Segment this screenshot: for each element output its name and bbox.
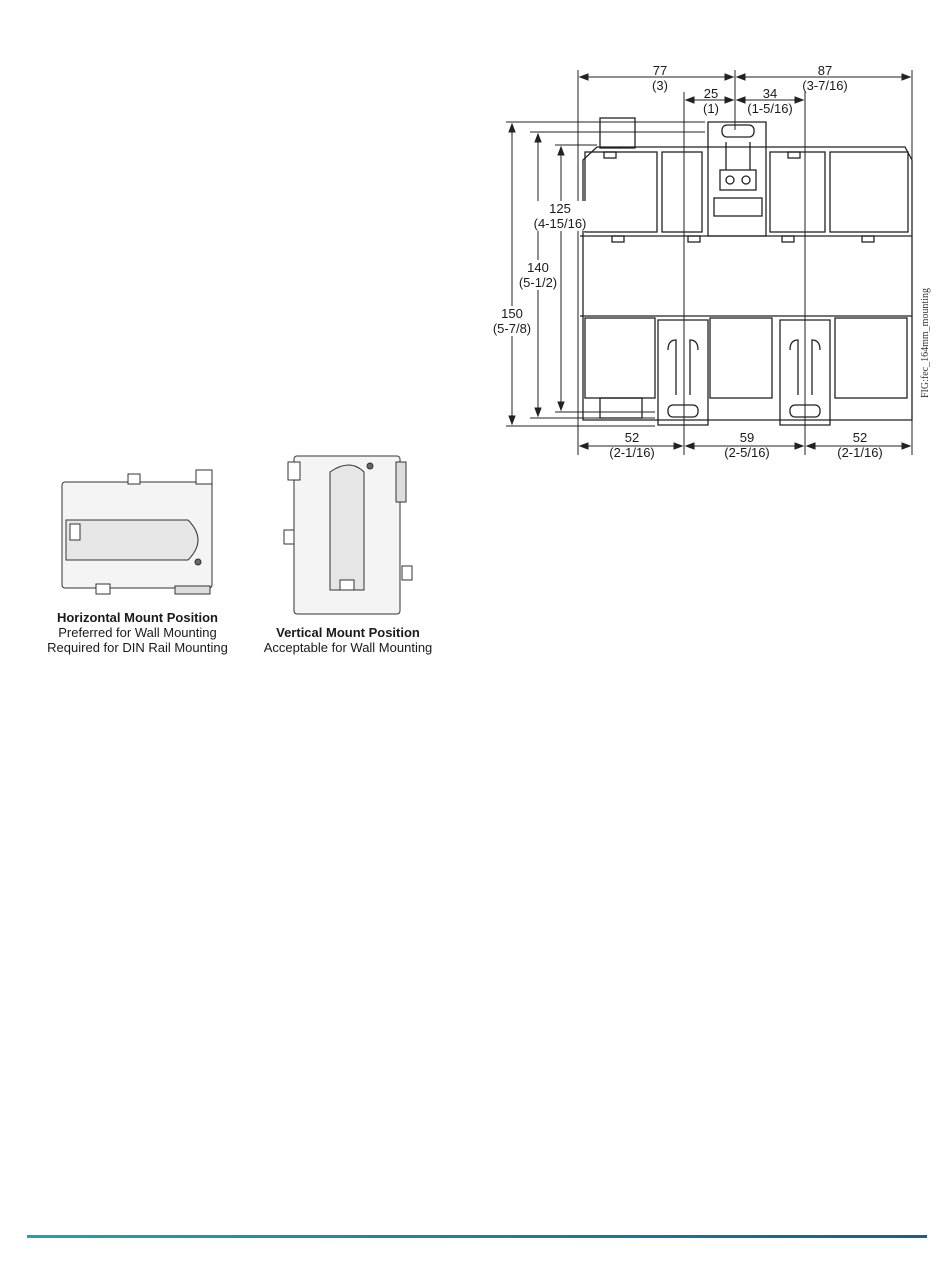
dim-bottom-mid: 59 (2-5/16) — [724, 430, 770, 460]
dim-top-mid-right: 34 (1-5/16) — [747, 86, 793, 116]
dim-top-right: 87 (3-7/16) — [802, 63, 848, 93]
bottom-din-clip-left — [658, 320, 708, 425]
dim-top-left: 77 (3) — [652, 63, 668, 93]
dim-bottom-right: 52 (2-1/16) — [837, 430, 883, 460]
dim-height-140: 140 (5-1/2) — [516, 260, 560, 290]
dim-top-mid-left: 25 (1) — [703, 86, 719, 116]
dim-bottom-left: 52 (2-1/16) — [609, 430, 655, 460]
horizontal-mount-caption: Horizontal Mount Position Preferred for Wall Mounting Required for DIN Rail Mounting — [47, 610, 228, 655]
dim-height-150: 150 (5-7/8) — [490, 306, 534, 336]
controller-housing-outline — [583, 147, 912, 420]
figure-tag: FIG:fec_164mm_mounting — [920, 288, 931, 398]
vertical-mount-caption: Vertical Mount Position Acceptable for Wall Mounting — [263, 625, 433, 655]
top-din-clip — [708, 122, 766, 236]
dim-height-125: 125 (4-15/16) — [515, 201, 605, 231]
footer-rule — [27, 1235, 927, 1238]
